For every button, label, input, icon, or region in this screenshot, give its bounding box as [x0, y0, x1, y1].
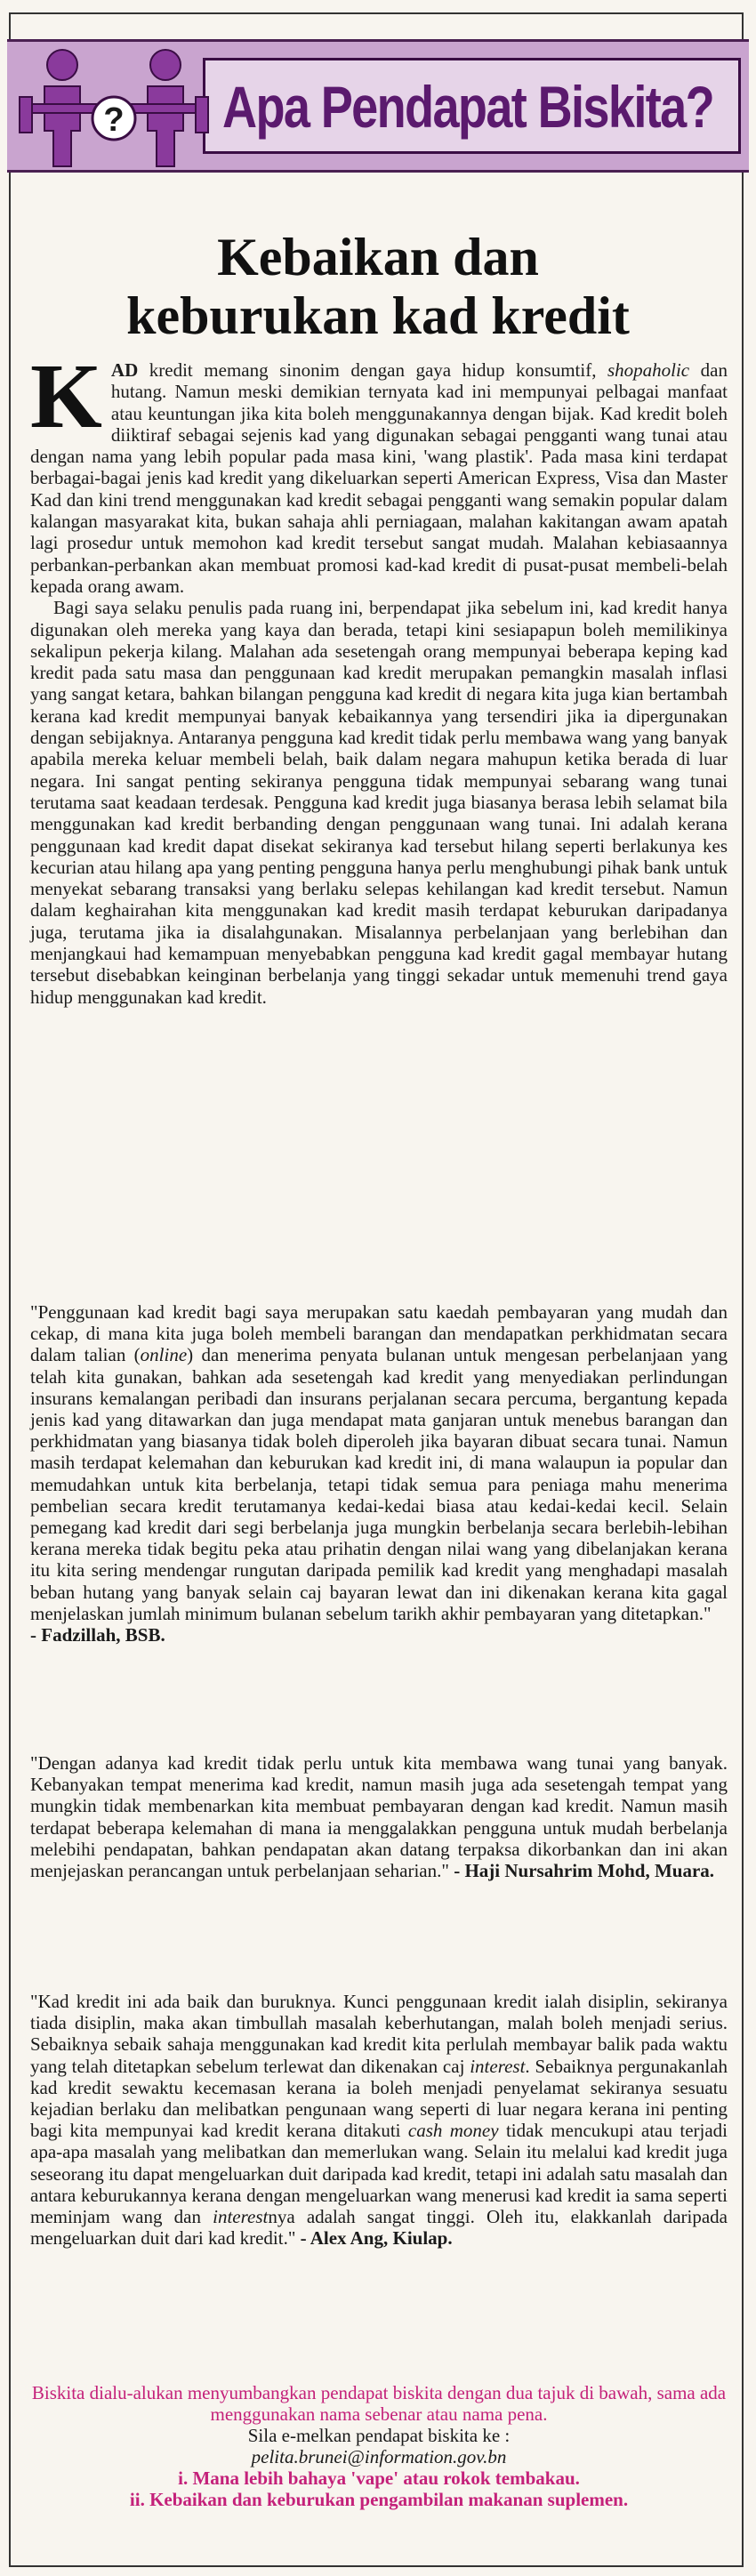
drop-cap: K	[30, 345, 102, 447]
quote-text: nya adalah sangat tinggi. Oleh itu, elakkanlah daripada mengeluarkan duit dari kad kredit."	[30, 2206, 728, 2250]
article-paragraph-2: Bagi saya selaku penulis pada ruang ini, berpendapat jika sebelum ini, kad kredit hanya digunakan oleh mereka yang kaya dan berada, tetapi kini sesiapapun boleh memilikinya sekalipun pekerja kilang. Malahan ada sesetengah orang mempunyai beberapa keping kad kredit pada satu masa dan penggunaan kad kredit merupakan pemangkin masalah inflasi yang sangat ketara, bahkan bilangan pengguna kad kredit di negara kita juga kian bertambah kerana kad kredit mempunyai banyak kebaikannya yang tersendiri jika ia dipergunakan dengan sebijaknya. Antaranya pengguna kad kredit tidak perlu membawa wang yang banyak apabila mereka keluar membeli belah, baik dalam negara mahupun ketika berada di luar negara. Ini sangat penting sekiranya pengguna tidak mempunyai sebarang wang tunai terutama saat keadaan terdesak. Pengguna kad kredit juga biasanya berasa lebih selamat bila menggunakan kad kredit berbanding dengan penggunaan wang tunai. Ini adalah kerana penggunaan kad kredit dapat disekat sekiranya kad tersebut hilang seperti berlakunya kes kecurian atau hilang apa yang penting pengguna hanya perlu menghubungi pihak bank untuk menyekat sebarang transaksi yang berlaku selepas kehilangan kad kredit tersebut. Namun dalam keghairahan kita menggunakan kad kredit masih terdapat keburukan daripadanya juga, terutama jika ia disalahgunakan. Misalannya perbelanjaan yang berlebihan dan menjangkaui had kemampuan menyebabkan pengguna kad kredit gagal membayar hutang tersebut disebabkan keinginan berbelanja yang tinggi sekadar untuk memenuhi trend gaya hidup menggunakan kad kredit.	[30, 597, 728, 1008]
italic-term: cash money	[407, 2120, 499, 2142]
quote-text: "Dengan adanya kad kredit tidak perlu untuk kita membawa wang tunai yang banyak. Kebanyakan tempat menerima kad kredit, namun masih juga ada sesetengah tempat yang mungkin tidak membenarkan kita membuat pembayaran dengan kad kredit. Namun masih terdapat beberapa kelemahan di mana ia menggalakkan pengguna untuk mudah berbelanja melebihi pendapatan, bahkan pendapatan akan datang terpaksa dikorbankan dan ini akan menjejaskan perancangan untuk perbelanjaan seharian."	[30, 1752, 728, 1882]
question-mark-icon: ?	[103, 101, 125, 139]
article-headline	[36, 228, 720, 345]
contact-email[interactable]: pelita.brunei@information.gov.bn	[251, 2446, 507, 2467]
article-paragraph-1	[30, 345, 728, 597]
column-title: Apa Pendapat Biskita?	[222, 74, 714, 140]
headline-line-2: keburukan kad kredit	[126, 286, 630, 345]
quote-text: tidak mencukupi atau terjadi apa-apa masalah yang melibatkan dan memerlukan wang. Selain itu melalui kad kredit juga seseorang itu dapat mengeluarkan duit daripada kad kredit, tetapi ini adalah satu masalah dan antara keburukannya kerana dengan mengeluarkan wang menerusi kad kredit ia sama seperti meminjam wang dan	[30, 2120, 728, 2228]
paragraph-text: kredit memang sinonim dengan gaya hidup konsumtif,	[138, 359, 607, 381]
opinion-quote-1	[30, 1301, 728, 1646]
quote-attribution: - Haji Nursahrim Mohd, Muara.	[454, 1860, 715, 1882]
article-body	[30, 345, 728, 1008]
opinion-quote-2	[30, 1752, 728, 1881]
quote-text: "Kad kredit ini ada baik dan buruknya. Kunci penggunaan kredit ialah disiplin, sekiranya tiada disiplin, maka akan timbullah masalah keberhutangan, malah boleh menjadi serius. Sebaiknya sebaik sahaja menggunakan kad kredit kita perlulah membayar balik pada waktu yang telah ditetapkan sebelum terlewat dan dikenakan caj	[30, 1991, 728, 2077]
email-label: Sila e-melkan pendapat biskita ke :	[247, 2425, 511, 2446]
contribution-footer	[30, 2382, 728, 2510]
topic-1: i. Mana lebih bahaya 'vape' atau rokok tembakau.	[178, 2467, 580, 2489]
column-banner	[7, 39, 749, 173]
quote-attribution: - Fadzillah, BSB.	[30, 1624, 165, 1646]
italic-term: shopaholic	[607, 359, 690, 381]
opinion-quote-3	[30, 1991, 728, 2249]
italic-term: interest	[213, 2206, 269, 2228]
italic-term: interest	[470, 2055, 526, 2077]
discussion-figures-logo	[7, 42, 221, 170]
quote-text: ) dan menerima penyata bulanan untuk mengesan perbelanjaan yang telah kita gunakan, bahkan ada sesetengah kad kredit yang menyediakan perlindungan insurans kemalangan peribadi dan insurans perjalanan secara percuma, bergantung kepada jenis kad yang ditawarkan dan juga mendapat mata ganjaran untuk menebus barangan dan perkhidmatan yang biasanya tidak boleh diperoleh jika bayaran dibuat secara tunai. Namun masih terdapat kelemahan dan keburukan kad kredit ini, di mana walaupun ia popular dan memudahkan untuk kita berbelanja, tetapi tidak semua para peniaga mahu menerima pembelian secara kredit terutamanya kedai-kedai biasa atau kedai-kedai kecil. Selain pemegang kad kredit dari segi berbelanja juga mungkin berbelanja secara berlebih-lebihan kerana mereka tidak begitu peka atau prihatin dengan nilai wang yang dibelanjakan kerana itu kita sering mendengar rungutan daripada pemilik kad kredit yang menghadapi masalah beban hutang yang banyak selain caj bayaran lewat dan ini dikenakan kerana kita gagal menjelaskan jumlah minimum bulanan sebelum tarikh akhir pembayaran yang ditetapkan."	[30, 1344, 728, 1624]
headline-line-1: Kebaikan dan	[217, 228, 539, 286]
quote-attribution: - Alex Ang, Kiulap.	[300, 2227, 453, 2250]
contribution-invite: Biskita dialu-alukan menyumbangkan pendapat biskita dengan dua tajuk di bawah, sama ada menggunakan nama sebenar atau nama pena.	[31, 2382, 727, 2425]
paragraph-text: dan hutang. Namun meski demikian ternyata kad ini mempunyai pelbagai manfaat atau keuntungan jika kita boleh menggunakannya dengan bijak. Kad kredit boleh diiktiraf sebagai sejenis kad yang digunakan sebagai pengganti wang tunai atau dengan nama yang lebih popular pada masa kini, 'wang plastik'. Pada masa kini terdapat berbagai-bagai jenis kad kredit yang dikeluarkan seperti American Express, Visa dan Master Kad dan kini trend menggunakan kad kredit sebagai pengganti wang semakin popular dalam kalangan masyarakat kita, bukan sahaja ahli perniagaan, malahan kakitangan awam apatah lagi prosedur untuk memohon kad kredit tersebut sangat mudah. Malahan kebiasaannya perbankan-perbankan akan membuat promosi kad-kad kredit di pusat-pusat membeli-belah kepada orang awam.	[30, 359, 728, 597]
italic-term: online	[140, 1344, 188, 1366]
quote-text: . Sebaiknya pergunakanlah kad kredit sewaktu kecemasan kerana ia boleh menjadi penyelamat sekiranya sesuatu kejadian berlaku dan melibatkan pengunaan wang seperti di luar negara kerana ini penting bagi kita mempunyai kad kredit kerana ditakuti	[30, 2055, 728, 2142]
topic-2: ii. Kebaikan dan keburukan pengambilan makanan suplemen.	[129, 2489, 629, 2510]
lead-word: AD	[110, 359, 139, 381]
quote-text: "Penggunaan kad kredit bagi saya merupakan satu kaedah pembayaran yang mudah dan cekap, di mana kita juga boleh membeli barangan dan mendapatkan perkhidmatan secara dalam talian (	[30, 1301, 728, 1366]
